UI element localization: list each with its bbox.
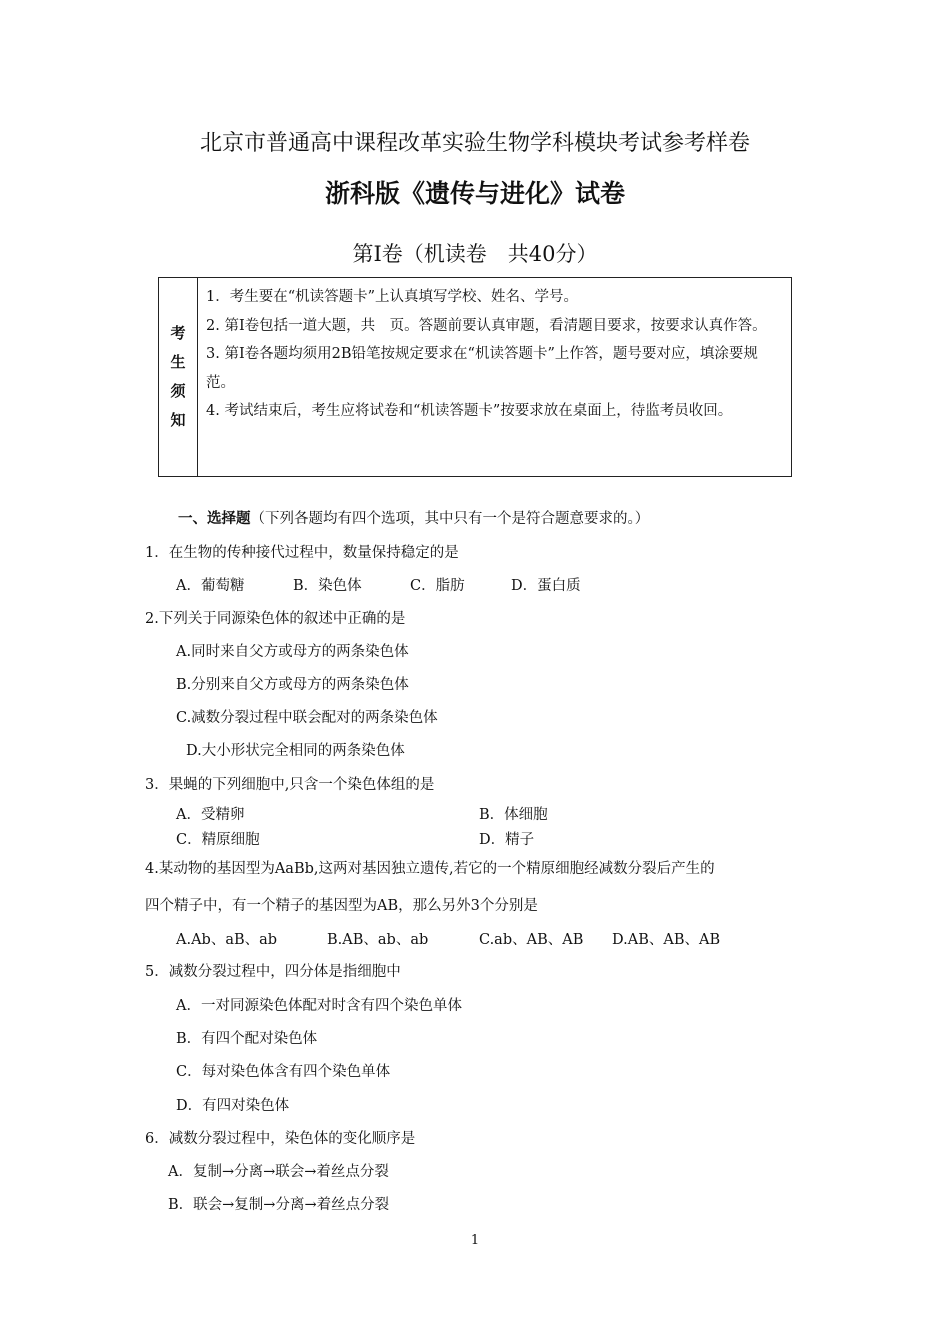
exam-title: 北京市普通高中课程改革实验生物学科模块考试参考样卷 <box>199 131 750 156</box>
question-5-option-c: C．每对染色体含有四个染色单体 <box>176 1064 391 1080</box>
question-1-option-a: A．葡萄糖 <box>176 578 245 594</box>
question-2-option-a: A.同时来自父方或母方的两条染色体 <box>176 644 409 660</box>
question-5-option-d: D．有四对染色体 <box>176 1098 290 1114</box>
notice-label-char: 知 <box>170 411 186 429</box>
question-4-option-a: A.Ab、aB、ab <box>176 932 278 948</box>
question-1-option-b: B．染色体 <box>293 578 362 594</box>
question-1-option-c: C．脂肪 <box>410 578 465 594</box>
question-3-option-d: D．精子 <box>479 832 535 848</box>
question-1-stem: 1．在生物的传种接代过程中，数量保持稳定的是 <box>145 545 459 561</box>
section-instruction: （下列各题均有四个选项，其中只有一个是符合题意要求的。） <box>250 511 650 527</box>
question-4-option-d: D.AB、AB、AB <box>612 932 721 948</box>
question-6-option-b: B．联会→复制→分离→着丝点分裂 <box>168 1197 390 1213</box>
question-6-option-a: A．复制→分离→联会→着丝点分裂 <box>168 1164 389 1180</box>
question-4-stem-line2: 四个精子中，有一个精子的基因型为AB，那么另外3个分别是 <box>145 898 538 914</box>
notice-label <box>159 278 198 476</box>
notice-item: 1．考生要在“机读答题卡”上认真填写学校、姓名、学号。 <box>206 289 579 305</box>
notice-item: 3. 第I卷各题均须用2B铅笔按规定要求在“机读答题卡”上作答，题号要对应，填涂要规范。 <box>206 346 758 391</box>
question-2-option-b: B.分别来自父方或母方的两条染色体 <box>176 677 409 693</box>
question-2-stem: 2.下列关于同源染色体的叙述中正确的是 <box>145 611 406 627</box>
section-title: 一、选择题 <box>178 511 251 527</box>
exam-subtitle: 浙科版《遗传与进化》试卷 <box>324 179 625 208</box>
question-3-option-b: B．体细胞 <box>479 807 548 823</box>
candidate-notice-box <box>158 277 792 477</box>
notice-label-char: 考 <box>170 324 186 342</box>
question-5-option-b: B．有四个配对染色体 <box>176 1031 318 1047</box>
part-title: 第I卷（机读卷 共40分） <box>352 242 598 266</box>
notice-label-char: 须 <box>170 382 186 400</box>
question-2-option-d: D.大小形状完全相同的两条染色体 <box>186 743 405 759</box>
question-2-option-c: C.减数分裂过程中联会配对的两条染色体 <box>176 710 438 726</box>
section-heading <box>178 507 649 528</box>
question-1-option-d: D．蛋白质 <box>511 578 581 594</box>
question-3-option-c: C．精原细胞 <box>176 832 260 848</box>
question-5-option-a: A．一对同源染色体配对时含有四个染色单体 <box>176 998 462 1014</box>
question-4-option-b: B.AB、ab、ab <box>327 932 429 948</box>
question-5-stem: 5．减数分裂过程中，四分体是指细胞中 <box>145 964 401 980</box>
page-number: 1 <box>470 1233 480 1248</box>
notice-item: 2. 第I卷包括一道大题，共 页。答题前要认真审题，看清题目要求，按要求认真作答。 <box>206 317 767 334</box>
question-4-option-c: C.ab、AB、AB <box>479 932 584 948</box>
question-6-stem: 6．减数分裂过程中，染色体的变化顺序是 <box>145 1131 416 1147</box>
notice-item: 4. 考试结束后，考生应将试卷和“机读答题卡”按要求放在桌面上，待监考员收回。 <box>206 403 733 419</box>
notice-label-char: 生 <box>170 353 186 371</box>
question-3-stem: 3．果蝇的下列细胞中,只含一个染色体组的是 <box>145 777 435 793</box>
question-3-option-a: A．受精卵 <box>176 807 245 823</box>
question-4-stem-line1: 4.某动物的基因型为AaBb,这两对基因独立遗传,若它的一个精原细胞经减数分裂后产生的 <box>145 861 715 877</box>
notice-body <box>198 278 791 476</box>
